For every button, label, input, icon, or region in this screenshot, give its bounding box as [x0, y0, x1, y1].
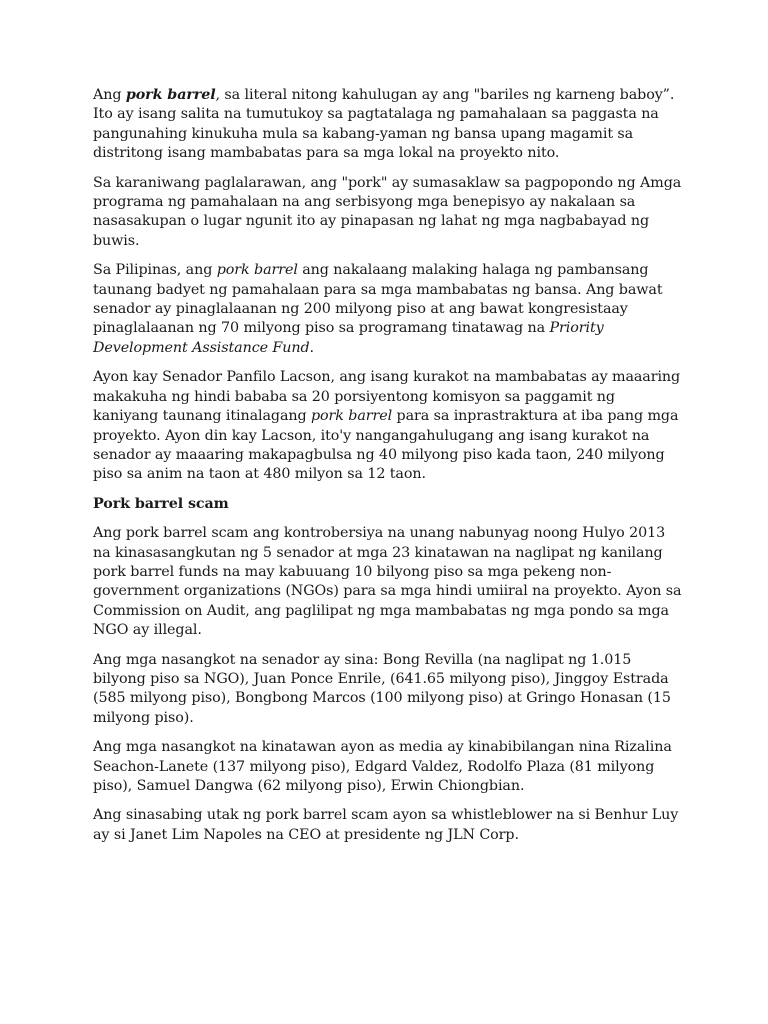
paragraph-description: Sa karaniwang paglalarawan, ang "pork" ay sumasaklaw sa pagpopondo ng Amga programa ng pamahalaan na ang serbisyong mga benepisyo ay nakalaan sa nasasakupan o lugar ngunit ito ay pinapasan ng lahat ng mga nagbabayad ng buwis. — [93, 174, 682, 249]
emphasis-term: pork barrel — [216, 262, 298, 279]
paragraph-mastermind: Ang sinasabing utak ng pork barrel scam ayon sa whistleblower na si Benhur Luy ay si Janet Lim Napoles na CEO at presidente ng JLN Corp. — [93, 807, 679, 843]
paragraph-text: Ang — [93, 87, 126, 103]
paragraph-text: . — [309, 339, 314, 356]
emphasis-term: pork barrel — [310, 408, 393, 425]
paragraph-scam: Ang pork barrel scam ang kontrobersiya na unang nabunyag noong Hulyo 2013 na kinasasangkutan ng 5 senador at mga 23 kinatawan na naglipat ng kanilang pork barrel funds na may kabuuang 10 bilyong piso sa mga pekeng non-government organizations (NGOs) para sa mga hindi umiiral na proyekto. Ayon sa Commission on Audit, ang paglilipat ng mga mambabatas ng mga pondo sa mga NGO ay illegal. — [93, 525, 682, 639]
document-page — [93, 86, 683, 855]
paragraph-philippines — [93, 261, 683, 358]
paragraph-text: Ayon kay Senador Panfilo Lacson, ang isang kurakot na mambabatas ay maaaring makakuha ng hindi bababa sa 20 porsiyentong komisyon sa paggamit ng kaniyang taunang itinalagang — [93, 369, 681, 425]
section-heading: Pork barrel scam — [93, 495, 229, 512]
emphasis-term: pork barrel — [125, 87, 216, 103]
paragraph-text: Sa Pilipinas, ang — [93, 262, 217, 279]
paragraph-senators: Ang mga nasangkot na senador ay sina: Bong Revilla (na naglipat ng 1.015 bilyong piso sa NGO), Juan Ponce Enrile, (641.65 milyong piso), Jinggoy Estrada (585 milyong piso), Bongbong Marcos (100 milyong piso) at Gringo Honasan (15 milyong piso). — [93, 651, 671, 726]
paragraph-definition — [93, 86, 683, 164]
emphasis-program-name: Priority Development Assistance Fund — [93, 320, 604, 356]
paragraph-text: para sa inprastraktura at iba pang mga proyekto. Ayon din kay Lacson, ito'y nangangahulugang ang isang kurakot na senador ay maaaring makapagbulsa ng 40 milyong piso kada taon, 240 milyong piso sa anim na taon at 480 milyon sa 12 taon. — [93, 408, 679, 483]
paragraph-text: , sa literal nitong kahulugan ay ang "bariles ng karneng baboy”. Ito ay isang salita na tumutukoy sa pagtatalaga ng pamahalaan sa paggasta na pangunahing kinukuha mula sa kabang-yaman ng bansa upang magamit sa distritong isang mambabatas para sa mga lokal na proyekto nito. — [93, 87, 675, 162]
paragraph-lacson — [93, 368, 683, 484]
paragraph-text: ang nakalaang malaking halaga ng pambansang taunang badyet ng pamahalaan para sa mga mambabatas ng bansa. Ang bawat senador ay pinaglalaanan ng 200 milyong piso at ang bawat kongresistaay pinaglalaanan ng 70 milyong piso sa programang tinatawag na — [93, 262, 663, 337]
paragraph-representatives: Ang mga nasangkot na kinatawan ayon as media ay kinabibilangan nina Rizalina Seachon-Lanete (137 milyong piso), Edgard Valdez, Rodolfo Plaza (81 milyong piso), Samuel Dangwa (62 milyong piso), Erwin Chiongbian. — [93, 739, 672, 794]
